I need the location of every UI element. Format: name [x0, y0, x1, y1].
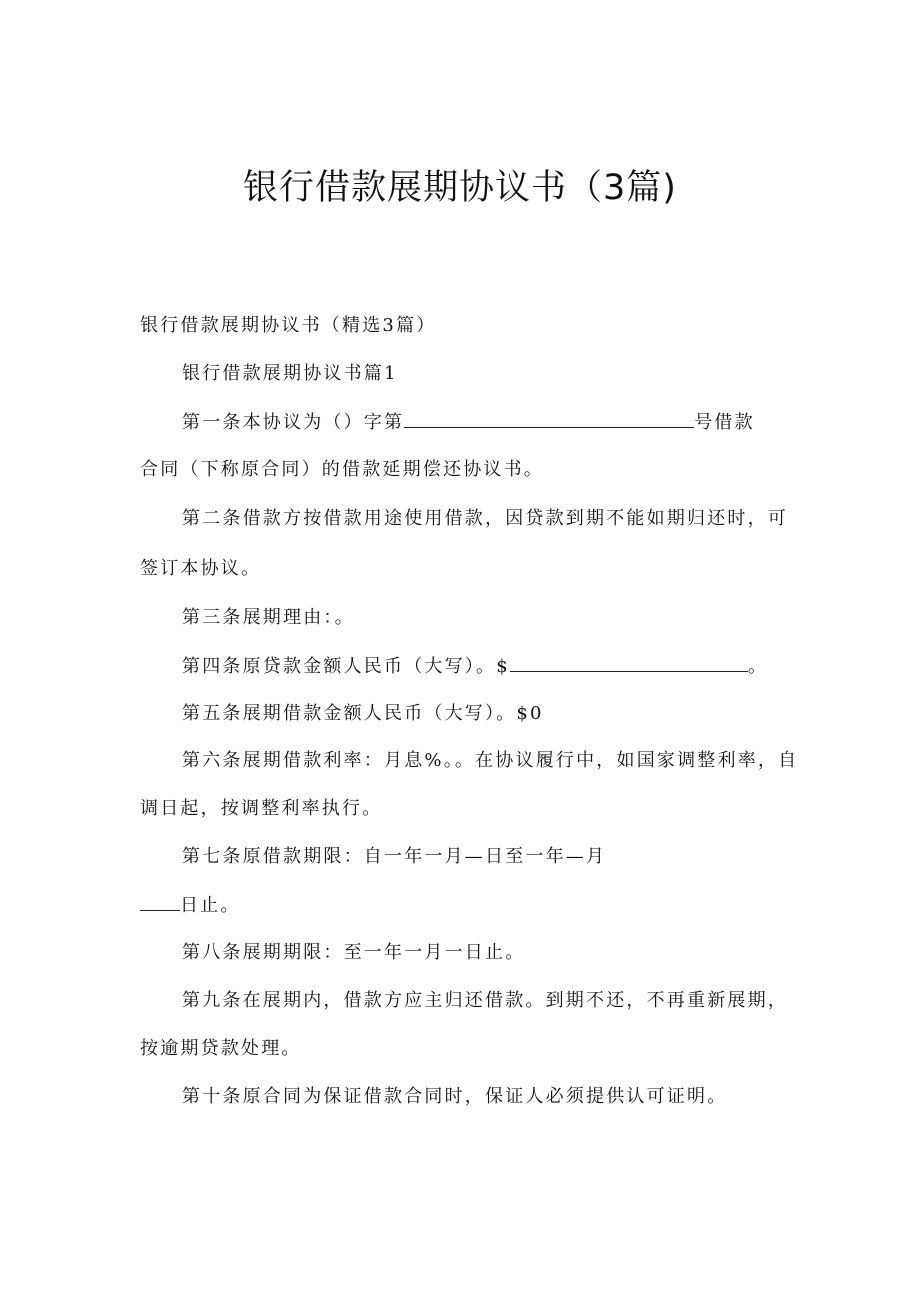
article-1-text-after-blank: 号借款	[694, 412, 755, 433]
article-1-line-1	[182, 410, 755, 435]
article-1-text-before-blank: 第一条本协议为（）字第	[182, 412, 405, 433]
article-8: 第八条展期期限：至一年一月一日止。	[182, 942, 526, 963]
article-4-text-after-blank: 。	[747, 656, 769, 677]
article-9-line-2: 按逾期贷款处理。	[140, 1038, 302, 1059]
article-10: 第十条原合同为保证借款合同时，保证人必须提供认可证明。	[182, 1086, 728, 1107]
article-6-line-1: 第六条展期借款利率：月息%。。在协议履行中，如国家调整利率，自	[182, 750, 799, 771]
section-heading: 银行借款展期协议书篇1	[182, 363, 398, 384]
article-4	[182, 654, 768, 679]
article-2-line-2: 签订本协议。	[140, 558, 262, 579]
article-7-text-after-blank: 日止。	[180, 895, 241, 916]
document-title: 银行借款展期协议书（3篇)	[243, 168, 677, 208]
article-6-line-2: 调日起，按调整利率执行。	[140, 798, 383, 819]
loan-amount-blank	[510, 654, 748, 672]
article-9-line-1: 第九条在展期内，借款方应主归还借款。到期不还，不再重新展期，	[182, 990, 788, 1011]
article-5: 第五条展期借款金额人民币（大写）。$0	[182, 703, 544, 724]
contract-number-blank	[404, 410, 694, 428]
document-subtitle: 银行借款展期协议书（精选3篇）	[140, 315, 437, 336]
article-7-line-1: 第七条原借款期限：自一年一月—日至一年—月	[182, 846, 607, 867]
article-4-text-before-blank: 第四条原贷款金额人民币（大写）。$	[182, 656, 510, 677]
article-3: 第三条展期理由：。	[182, 607, 355, 628]
article-7-line-2	[140, 893, 241, 918]
article-1-line-2: 合同（下称原合同）的借款延期偿还协议书。	[140, 459, 544, 480]
article-2-line-1: 第二条借款方按借款用途使用借款，因贷款到期不能如期归还时，可	[182, 508, 788, 529]
end-date-blank	[140, 893, 180, 911]
